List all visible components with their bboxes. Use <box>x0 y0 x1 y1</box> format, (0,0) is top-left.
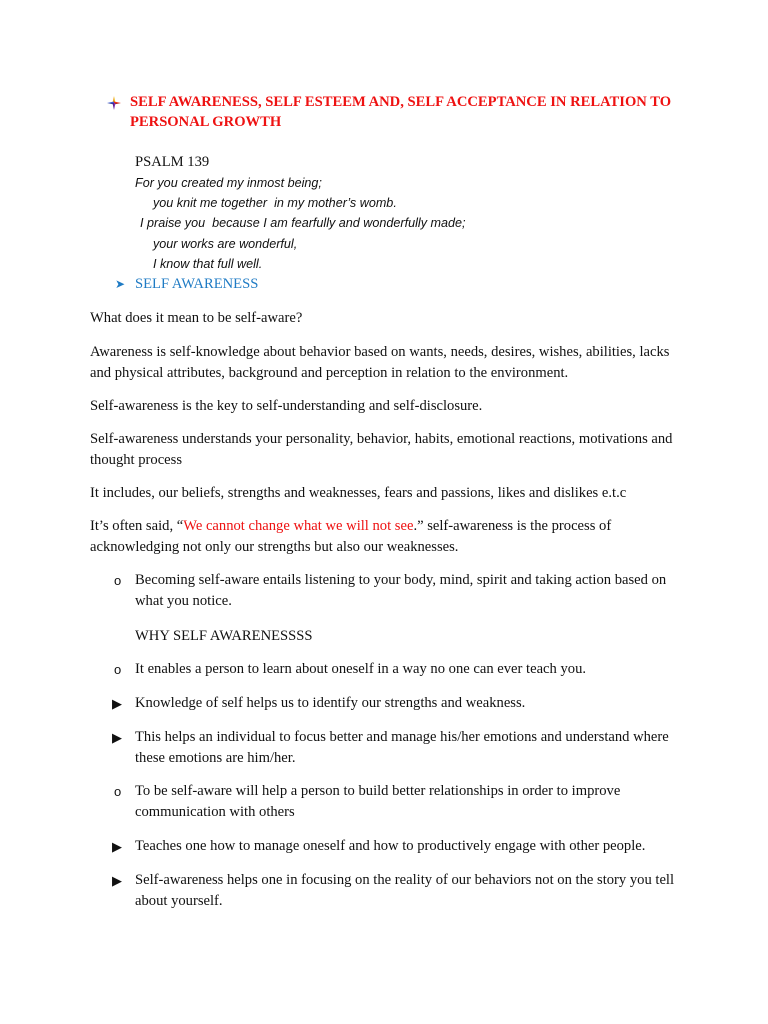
paragraph-understands: Self-awareness understands your personality, behavior, habits, emotional reactions, motivations and thought process <box>90 431 673 468</box>
circle-bullet-icon: o <box>114 784 122 799</box>
list-item <box>112 727 682 769</box>
psalm-block <box>135 152 466 274</box>
list-item <box>112 836 682 857</box>
list-item <box>112 693 682 714</box>
why-heading: WHY SELF AWARENESSSS <box>135 628 313 644</box>
list-item <box>112 570 682 612</box>
psalm-line: I praise you because I am fearfully and wonderfully made; <box>140 216 466 231</box>
psalm-line: I know that full well. <box>153 256 263 271</box>
list-item-text: It enables a person to learn about oneself in a way no one can ever teach you. <box>135 661 587 677</box>
psalm-line: you knit me together in my mother’s womb. <box>153 196 397 211</box>
list-item-text: This helps an individual to focus better and manage his/her emotions and understand where these emotions are him/her. <box>135 729 669 766</box>
quote-tail: .” self-awareness is the process of acknowledging not only our strengths but also our weaknesses. <box>90 518 612 555</box>
psalm-line: For you created my inmost being; <box>135 176 322 190</box>
section-heading-self-awareness <box>115 274 258 295</box>
paragraph-awareness-definition: Awareness is self-knowledge about behavior based on wants, needs, desires, wishes, abilities, lacks and physical attributes, background and perception in relation to the environment. <box>90 344 670 381</box>
circle-bullet-icon: o <box>114 662 122 677</box>
list-item-text: Self-awareness helps one in focusing on the reality of our behaviors not on the story you tell about yourself. <box>135 872 675 909</box>
paragraph-quote <box>90 516 680 558</box>
triangle-bullet-icon: ▶ <box>112 839 122 854</box>
triangle-bullet-icon: ▶ <box>112 730 122 745</box>
list-item <box>112 870 682 912</box>
quote-lead: It’s often said, “ <box>90 518 184 534</box>
quote-text: We cannot change what we will not see <box>183 518 414 534</box>
psalm-title: PSALM 139 <box>135 154 210 170</box>
paragraph-key: Self-awareness is the key to self-understanding and self-disclosure. <box>90 398 483 414</box>
paragraph-question: What does it mean to be self-aware? <box>90 310 303 326</box>
arrowhead-bullet-icon: ➤ <box>115 277 126 291</box>
circle-bullet-icon: o <box>114 573 122 588</box>
document-heading <box>107 92 697 132</box>
section-title: SELF AWARENESS <box>135 276 259 292</box>
list-item <box>112 781 682 823</box>
four-color-diamond-bullet-icon <box>107 96 121 110</box>
heading-text: SELF AWARENESS, SELF ESTEEM AND, SELF ACCEPTANCE IN RELATION TO PERSONAL GROWTH <box>130 94 672 130</box>
triangle-bullet-icon: ▶ <box>112 873 122 888</box>
paragraph-includes: It includes, our beliefs, strengths and weaknesses, fears and passions, likes and dislikes e.t.c <box>90 485 627 501</box>
list-item-text: Becoming self-aware entails listening to your body, mind, spirit and taking action based on what you notice. <box>135 572 667 609</box>
triangle-bullet-icon: ▶ <box>112 696 122 711</box>
list-item <box>112 659 682 680</box>
list-item-text: Teaches one how to manage oneself and how to productively engage with other people. <box>135 838 646 854</box>
list-item-text: Knowledge of self helps us to identify our strengths and weakness. <box>135 695 526 711</box>
psalm-line: your works are wonderful, <box>153 236 298 251</box>
list-item-text: To be self-aware will help a person to build better relationships in order to improve communication with others <box>135 783 621 820</box>
